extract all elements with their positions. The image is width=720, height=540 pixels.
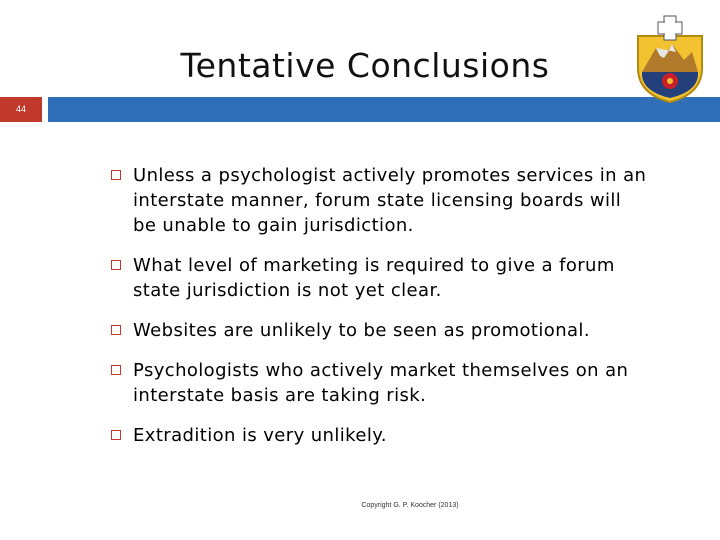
slide-number: 44 [15,104,26,114]
bullet-item [109,358,649,408]
military-unit-crest-icon [632,14,708,104]
copyright-footer: Copyright G. P. Koocher (2013) [361,502,459,509]
bullet-marker-icon [111,260,121,270]
bullet-item [109,253,649,303]
slide-title: Tentative Conclusions [180,46,550,85]
bullet-marker-icon [111,430,121,440]
bullet-text: Websites are unlikely to be seen as promotional. [133,320,590,341]
bullet-marker-icon [111,170,121,180]
bullet-marker-icon [111,325,121,335]
bullet-marker-icon [111,365,121,375]
bullet-item [109,318,649,343]
bullet-text: Extradition is very unlikely. [133,425,387,446]
bullet-list [109,163,649,463]
bullet-item [109,163,649,238]
bullet-item [109,423,649,448]
header-rule [48,97,720,122]
bullet-text: Psychologists who actively market themselves on an interstate basis are taking risk. [133,360,629,406]
bullet-text: What level of marketing is required to give a forum state jurisdiction is not yet clear. [133,255,615,301]
bullet-text: Unless a psychologist actively promotes services in an interstate manner, forum state licensing boards will be unable to gain jurisdiction. [133,165,647,236]
